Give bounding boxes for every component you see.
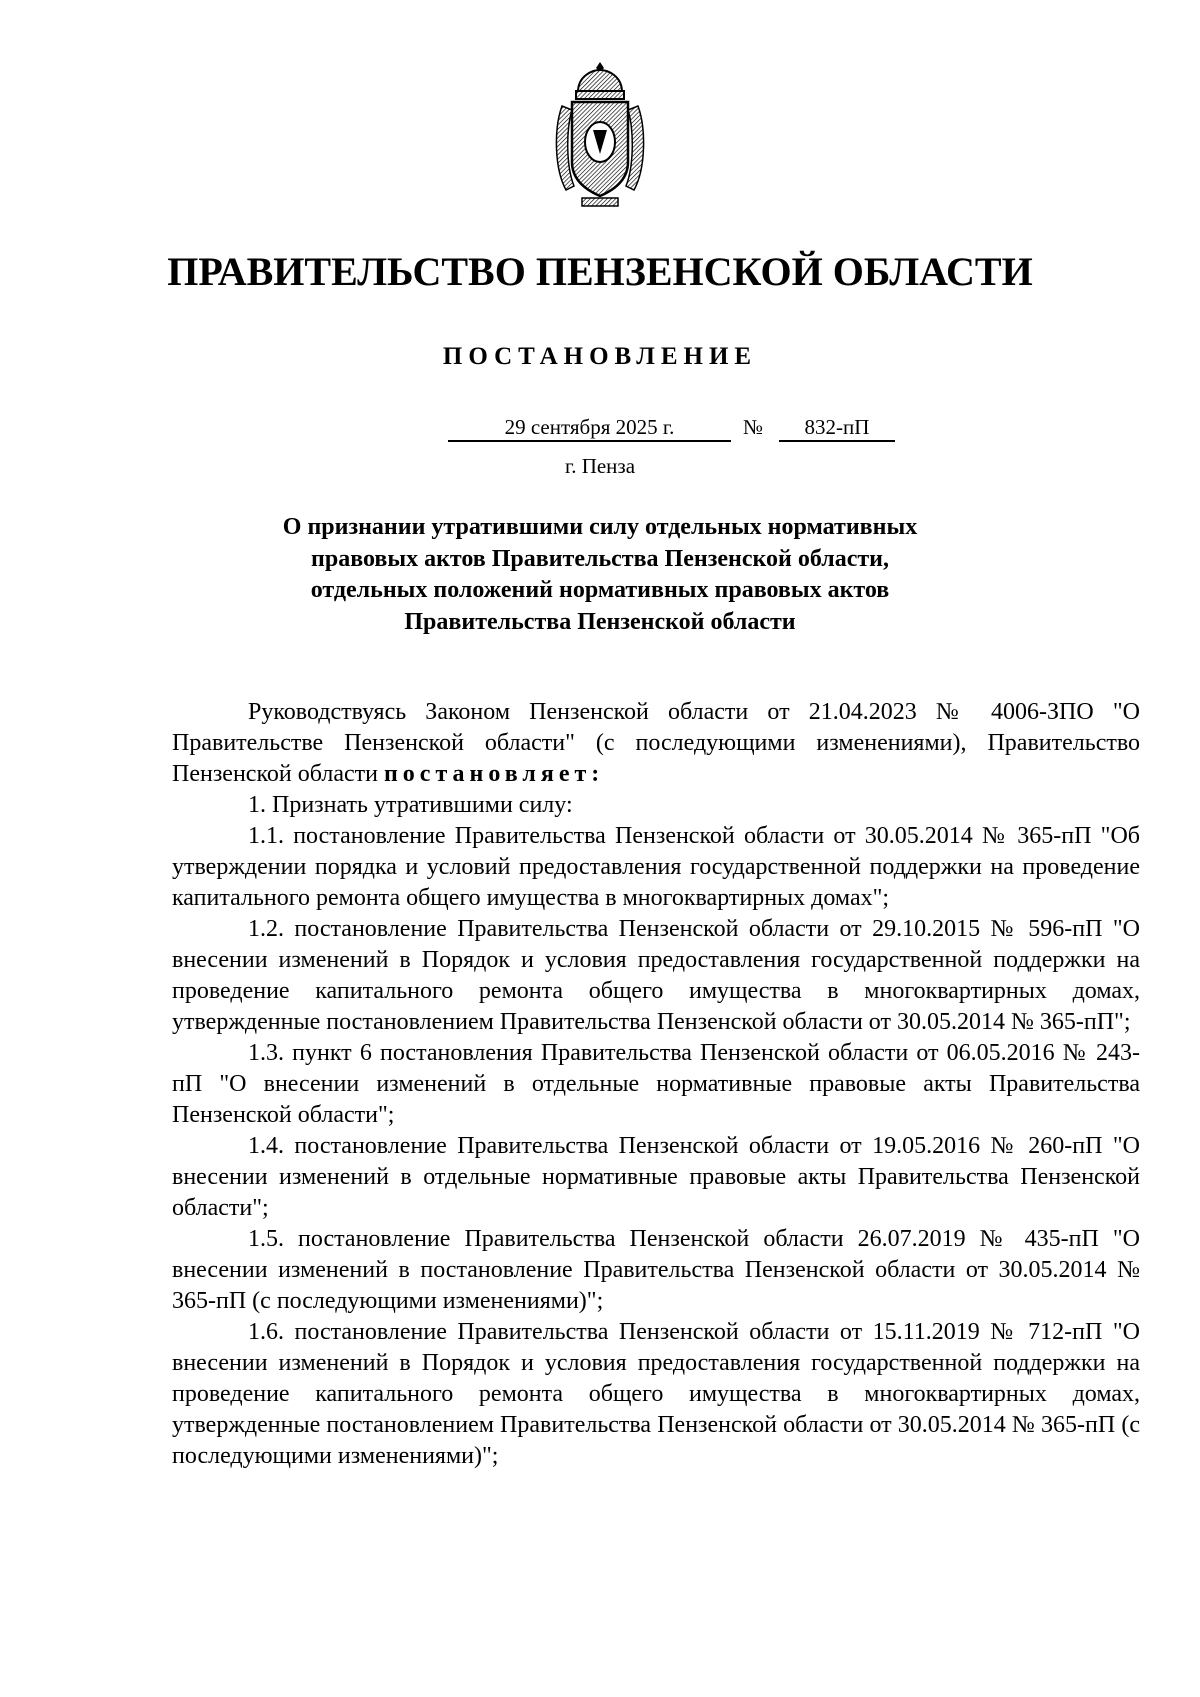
number-sign: №	[743, 415, 764, 439]
preamble-text: Руководствуясь Законом Пензенской области от 21.04.2023 № 4006-ЗПО "О Правительстве Пензенской области" (с последующими изменениями), Правительство Пензенской области	[172, 699, 1140, 787]
document-subject	[0, 512, 1200, 638]
item-paragraph: 1.1. постановление Правительства Пензенской области от 30.05.2014 № 365-пП "Об утверждении порядка и условий предоставления государственной поддержки на проведение капитального ремонта общего имущества в многоквартирных домах";	[172, 823, 1140, 911]
subject-line: правовых актов Правительства Пензенской области,	[311, 545, 889, 572]
document-number: 832-пП	[779, 414, 895, 442]
item-paragraph: 1.2. постановление Правительства Пензенской области от 29.10.2015 № 596-пП "О внесении изменений в Порядок и условия предоставления государственной поддержки на проведение капитального ремонта общего имущества в многоквартирных домах, утвержденные постановлением Правительства Пензенской области от 30.05.2014 № 365-пП";	[172, 916, 1140, 1035]
document-type: ПОСТАНОВЛЕНИЕ	[442, 343, 758, 370]
coat-of-arms-icon	[548, 58, 652, 210]
subject-line: О признании утратившими силу отдельных нормативных	[282, 514, 918, 540]
city: г. Пенза	[564, 454, 636, 478]
item-paragraph: 1.3. пункт 6 постановления Правительства Пензенской области от 06.05.2016 № 243-пП "О внесении изменений в отдельные нормативные правовые акты Правительства Пензенской области";	[172, 1040, 1140, 1128]
item-paragraph: 1.6. постановление Правительства Пензенской области от 15.11.2019 № 712-пП "О внесении изменений в Порядок и условия предоставления государственной поддержки на проведение капитального ремонта общего имущества в многоквартирных домах, утвержденные постановлением Правительства Пензенской области от 30.05.2014 № 365-пП (с последующими изменениями)";	[172, 1319, 1140, 1469]
subject-line: Правительства Пензенской области	[404, 608, 796, 635]
item-paragraph: 1. Признать утратившими силу:	[248, 792, 573, 818]
document-date: 29 сентября 2025 г.	[448, 414, 731, 442]
item-paragraph: 1.5. постановление Правительства Пензенской области 26.07.2019 № 435-пП "О внесении изменений в постановление Правительства Пензенской области от 30.05.2014 № 365-пП (с последующими изменениями)";	[172, 1226, 1140, 1314]
preamble-paragraph	[172, 697, 1140, 790]
item-paragraph: 1.4. постановление Правительства Пензенской области от 19.05.2016 № 260-пП "О внесении изменений в отдельные нормативные правовые акты Правительства Пензенской области";	[172, 1133, 1140, 1221]
subject-line: отдельных положений нормативных правовых актов	[310, 577, 890, 603]
organization-name: ПРАВИТЕЛЬСТВО ПЕНЗЕНСКОЙ ОБЛАСТИ	[167, 249, 1033, 294]
document-body	[172, 697, 1140, 1472]
decides-word: постановляет:	[383, 761, 605, 787]
